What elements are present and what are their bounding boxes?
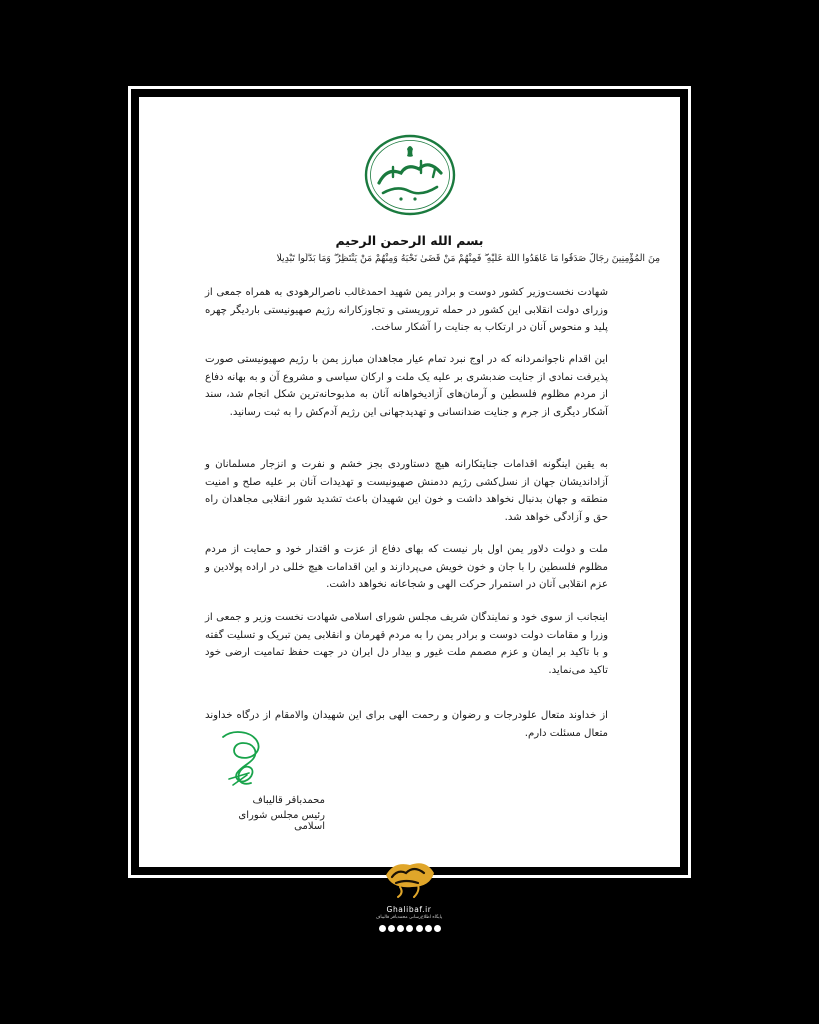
signer-name: محمدباقر قالیباف xyxy=(252,795,325,806)
quran-verse: مِنَ الْمُؤْمِنِينَ رِجَالٌ صَدَقُوا مَا عَاهَدُوا اللَّهَ عَلَيْهِ ۖ فَمِنْهُمْ مَنْ قَضَىٰ نَحْبَهُ وَمِنْهُمْ مَنْ يَنْتَظِرُ ۖ وَمَا بَدَّلُوا تَبْدِيلًا xyxy=(276,253,660,264)
telegram-icon[interactable] xyxy=(388,925,395,932)
parliament-emblem-logo xyxy=(363,133,457,217)
rubika-icon[interactable] xyxy=(434,925,441,932)
instagram-icon[interactable] xyxy=(379,925,386,932)
ghalibaf-brand-logo xyxy=(378,853,440,903)
letter-paragraph-2: این اقدام ناجوانمردانه که در اوج نبرد تمام عیار مجاهدان مبارز یمن با رژیم صهیونیستی صورت پذیرفت نمادی از جنایت ضدبشری بر علیه یک ملت و ارکان سیاسی و مشروع آن و به بهانه دفاع از مردم مظلوم فلسطین و آرمان‌های آزادیخواهانه آنان به مذبوحانه‌ترین شکل انجام شد، سند آشکار دیگری از جرم و جنایت ضدانسانی و تهدیدجهانی این رژیم آدم‌کش را به ثبت رسانید. xyxy=(205,354,608,418)
letter-page xyxy=(139,97,680,867)
letter-paragraph-3: به یقین اینگونه اقدامات جنایتکارانه هیچ دستاوردی بجز خشم و نفرت و انزجار مسلمانان و آزاداندیشان جهان از نسل‌کشی رژیم ددمنش صهیونیست و تهدیدات آنان بر علیه صلح و امنیت منطقه و جهان بدنبال نخواهد داشت و خون این شهیدان باعث تشدید شور انقلابی مجاهدان راه حق و آزادگی خواهد شد. xyxy=(205,459,608,523)
letter-paragraph-1: شهادت نخست‌وزیر کشور دوست و برادر یمن شهید احمدغالب ناصرالرهودی به همراه جمعی از وزرای دولت انقلابی این کشور در حمله تروریستی و تجاوزکارانه رژیم صهیونیستی باردیگر چهره پلید و منحوس آنان در ارتکاب به جنایت را آشکار ساخت. xyxy=(205,287,608,334)
basmala-heading: بسم الله الرحمن الرحیم xyxy=(335,233,484,248)
signer-title: رئیس مجلس شورای اسلامی xyxy=(238,810,325,832)
social-icons-row xyxy=(379,924,441,932)
letter-paragraph-4: ملت و دولت دلاور یمن اول بار نیست که بهای دفاع از عزت و اقتدار خود و حمایت از مردم مظلوم فلسطین را با جان و خون خویش می‌پردازند و این اقدامات هیچ خللی در اراده پولادین و عزم انقلابی آنان در استمرار حرکت الهی و شجاعانه نخواهد داشت. xyxy=(205,544,608,591)
site-tagline: پایگاه اطلاع‌رسانی محمدباقر قالیباف xyxy=(375,915,443,920)
handwritten-signature xyxy=(217,729,269,791)
site-url-link[interactable]: Ghalibaf.ir xyxy=(386,905,432,914)
parliament-emblem-icon xyxy=(363,133,457,217)
youtube-icon[interactable] xyxy=(406,925,413,932)
aparat-icon[interactable] xyxy=(416,925,423,932)
letter-paragraph-6: از خداوند متعال علودرجات و رضوان و رحمت الهی برای این شهیدان والامقام از درگاه خداوند متعال مسئلت دارم. xyxy=(205,710,608,739)
letter-paragraph-5: اینجانب از سوی خود و نمایندگان شریف مجلس شورای اسلامی شهادت نخست وزیر و جمعی از وزرا و مقامات دولت دوست و برادر یمن را به مردم قهرمان و انقلابی یمن تبریک و تسلیت گفته و با تاکید بر ایمان و عزم مصمم ملت غیور و بیدار دل ایران در جهت حفظ تمامیت ارضی خود تاکید می‌نماید. xyxy=(205,612,608,676)
eitaa-icon[interactable] xyxy=(425,925,432,932)
brand-logo-icon xyxy=(378,853,440,903)
twitter-icon[interactable] xyxy=(397,925,404,932)
signature-icon xyxy=(217,729,269,791)
